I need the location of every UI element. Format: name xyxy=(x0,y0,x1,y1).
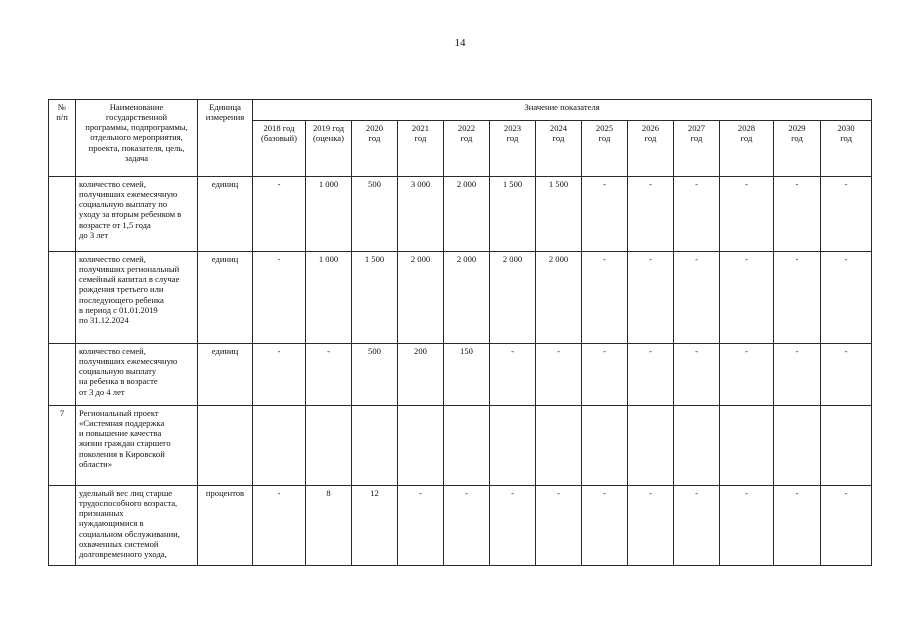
value-cell: 3 000 xyxy=(398,177,444,252)
header-unit xyxy=(198,100,253,177)
value-cell: - xyxy=(582,177,628,252)
value-cell: 500 xyxy=(352,344,398,406)
year-label: 2027 xyxy=(687,123,706,133)
header-year xyxy=(582,121,628,177)
value-cell: - xyxy=(306,344,352,406)
header-year xyxy=(444,121,490,177)
indicator-name-line: долговременного ухода, xyxy=(79,548,167,559)
value-cell: - xyxy=(628,177,674,252)
value-cell: 1 500 xyxy=(352,252,398,344)
value-cell xyxy=(674,406,720,486)
value-cell: - xyxy=(398,486,444,566)
header-year xyxy=(720,121,774,177)
indicator-name-line: Региональный проект xyxy=(79,408,159,418)
value-cell xyxy=(398,406,444,486)
table-row xyxy=(49,406,872,486)
value-cell: - xyxy=(253,252,306,344)
value-cell: - xyxy=(582,252,628,344)
unit-cell: единиц xyxy=(198,177,253,252)
indicator-name-line: и повышение качества xyxy=(79,428,162,439)
indicator-name xyxy=(76,344,198,406)
value-cell: 1 500 xyxy=(490,177,536,252)
value-cell xyxy=(536,406,582,486)
page-number: 14 xyxy=(454,37,466,49)
value-cell: - xyxy=(720,177,774,252)
header-year xyxy=(490,121,536,177)
value-cell: 1 500 xyxy=(536,177,582,252)
value-cell xyxy=(821,406,872,486)
header-year xyxy=(352,121,398,177)
unit-cell: единиц xyxy=(198,344,253,406)
unit-cell: процентов xyxy=(198,486,253,566)
header-year xyxy=(306,121,352,177)
value-cell xyxy=(628,406,674,486)
value-cell xyxy=(490,406,536,486)
year-label: 2020 xyxy=(365,123,384,133)
value-cell: - xyxy=(774,486,821,566)
indicator-name-line: количество семей, xyxy=(79,179,146,189)
year-note: год xyxy=(414,133,427,144)
value-cell xyxy=(720,406,774,486)
indicator-name-line: жизни граждан старшего xyxy=(79,438,171,449)
value-cell: - xyxy=(674,252,720,344)
header-year xyxy=(253,121,306,177)
header-year xyxy=(536,121,582,177)
indicator-name-line: нуждающимися в xyxy=(79,518,144,529)
indicator-name-line: количество семей, xyxy=(79,254,146,264)
value-cell xyxy=(253,406,306,486)
value-cell: - xyxy=(821,486,872,566)
value-cell: - xyxy=(821,252,872,344)
header-name-line: проекта, показателя, цель, xyxy=(88,142,185,153)
value-cell: - xyxy=(720,486,774,566)
value-cell: - xyxy=(674,344,720,406)
year-label: 2026 xyxy=(641,123,660,133)
value-cell: - xyxy=(582,486,628,566)
header-year xyxy=(674,121,720,177)
value-cell: 150 xyxy=(444,344,490,406)
indicator-name-line: получивших ежемесячную xyxy=(79,189,178,200)
year-label: 2024 xyxy=(549,123,568,133)
indicator-name-line: возрасте от 1,5 года xyxy=(79,219,151,230)
indicator-name-line: социальном обслуживании, xyxy=(79,528,180,539)
row-number xyxy=(49,177,76,252)
value-cell xyxy=(774,406,821,486)
indicator-name xyxy=(76,252,198,344)
value-cell xyxy=(352,406,398,486)
value-cell: - xyxy=(253,344,306,406)
value-cell: 2 000 xyxy=(398,252,444,344)
table-row xyxy=(49,252,872,344)
indicator-name-line: области» xyxy=(79,458,113,469)
value-cell: 2 000 xyxy=(444,177,490,252)
header-name-line: государственной xyxy=(105,112,168,123)
value-cell: 2 000 xyxy=(536,252,582,344)
value-cell: - xyxy=(774,344,821,406)
value-cell: 200 xyxy=(398,344,444,406)
value-cell xyxy=(306,406,352,486)
unit-cell: единиц xyxy=(198,252,253,344)
indicator-name-line: получивших ежемесячную xyxy=(79,356,178,367)
indicator-name-line: социальную выплату xyxy=(79,366,157,377)
indicator-name-line: на ребенка в возрасте xyxy=(79,376,158,387)
value-cell: - xyxy=(536,486,582,566)
header-year xyxy=(821,121,872,177)
header-name-line: задача xyxy=(124,152,149,163)
header-num-line: п/п xyxy=(56,112,68,123)
header-year xyxy=(774,121,821,177)
header-name-line: Наименование xyxy=(109,102,164,112)
row-number: 7 xyxy=(49,406,76,486)
value-cell: 1 000 xyxy=(306,252,352,344)
value-cell: 12 xyxy=(352,486,398,566)
value-cell: 1 000 xyxy=(306,177,352,252)
value-cell: - xyxy=(253,177,306,252)
value-cell: - xyxy=(628,344,674,406)
value-cell: - xyxy=(774,252,821,344)
value-cell: - xyxy=(674,177,720,252)
year-label: 2021 xyxy=(411,123,430,133)
indicator-name-line: по 31.12.2024 xyxy=(79,314,129,325)
year-note: год xyxy=(598,133,611,144)
header-name-line: программы, подпрограммы, xyxy=(85,122,188,133)
table-row xyxy=(49,344,872,406)
value-cell: - xyxy=(821,177,872,252)
year-note: год xyxy=(506,133,519,144)
indicator-name-line: охваченных системой xyxy=(79,538,159,549)
value-cell: - xyxy=(674,486,720,566)
indicators-table xyxy=(48,99,872,566)
indicator-name-line: «Системная поддержка xyxy=(79,418,165,429)
row-number xyxy=(49,486,76,566)
value-cell: - xyxy=(490,486,536,566)
year-label: 2030 xyxy=(837,123,855,133)
year-label: 2023 xyxy=(503,123,522,133)
year-note: год xyxy=(690,133,703,144)
year-note: (базовый) xyxy=(261,133,297,144)
indicator-name-line: трудоспособного возраста, xyxy=(79,498,178,509)
indicator-name-line: количество семей, xyxy=(79,346,146,356)
table-row xyxy=(49,177,872,252)
value-cell xyxy=(444,406,490,486)
value-cell xyxy=(582,406,628,486)
value-cell: - xyxy=(444,486,490,566)
indicator-name-line: поколения в Кировской xyxy=(79,448,165,459)
value-cell: - xyxy=(490,344,536,406)
indicator-name-line: до 3 лет xyxy=(79,229,109,240)
year-note: год xyxy=(552,133,565,144)
row-number xyxy=(49,252,76,344)
indicator-name xyxy=(76,406,198,486)
indicator-name-line: от 3 до 4 лет xyxy=(79,386,125,397)
year-note: год xyxy=(740,133,753,144)
year-label: 2025 xyxy=(595,123,614,133)
year-label: 2029 xyxy=(788,123,806,133)
value-cell: 2 000 xyxy=(490,252,536,344)
header-unit-line: измерения xyxy=(205,112,245,123)
value-cell: - xyxy=(628,486,674,566)
header-unit-line: Единица xyxy=(209,102,241,112)
header-value-group: Значение показателя xyxy=(253,100,872,121)
indicator-name xyxy=(76,486,198,566)
value-cell: 500 xyxy=(352,177,398,252)
value-cell: - xyxy=(536,344,582,406)
indicator-name-line: признанных xyxy=(79,508,124,519)
indicator-name-line: в период с 01.01.2019 xyxy=(79,304,158,315)
indicator-name-line: уходу за вторым ребенком в xyxy=(79,209,182,220)
year-note: год xyxy=(791,133,803,144)
year-note: (оценка) xyxy=(313,133,344,144)
table-body xyxy=(49,177,872,566)
year-label: 2018 год xyxy=(263,123,295,133)
value-cell: - xyxy=(720,252,774,344)
indicator-name-line: семейный капитал в случае xyxy=(79,274,180,285)
value-cell: - xyxy=(582,344,628,406)
header-name-line: отдельного мероприятия, xyxy=(90,132,183,143)
year-label: 2019 год xyxy=(312,123,345,133)
header-year xyxy=(628,121,674,177)
indicator-name-line: удельный вес лиц старше xyxy=(79,488,173,498)
value-cell: 2 000 xyxy=(444,252,490,344)
row-number xyxy=(49,344,76,406)
indicator-name-line: социальную выплату по xyxy=(79,199,168,210)
year-note: год xyxy=(644,133,657,144)
header-num-line: № xyxy=(57,102,67,112)
value-cell: 8 xyxy=(306,486,352,566)
indicator-name-line: последующего ребенка xyxy=(79,294,164,305)
indicator-name xyxy=(76,177,198,252)
value-cell: - xyxy=(821,344,872,406)
header-year xyxy=(398,121,444,177)
indicator-name-line: рождения третьего или xyxy=(79,284,164,295)
value-cell: - xyxy=(253,486,306,566)
value-cell: - xyxy=(720,344,774,406)
table-row xyxy=(49,486,872,566)
value-cell: - xyxy=(628,252,674,344)
unit-cell xyxy=(198,406,253,486)
year-note: год xyxy=(368,133,381,144)
year-note: год xyxy=(460,133,473,144)
year-note: год xyxy=(840,133,852,144)
indicator-name-line: получивших региональный xyxy=(79,264,180,275)
value-cell: - xyxy=(774,177,821,252)
header-name xyxy=(76,100,198,177)
header-num xyxy=(49,100,76,177)
year-label: 2022 xyxy=(457,123,476,133)
year-label: 2028 xyxy=(737,123,756,133)
